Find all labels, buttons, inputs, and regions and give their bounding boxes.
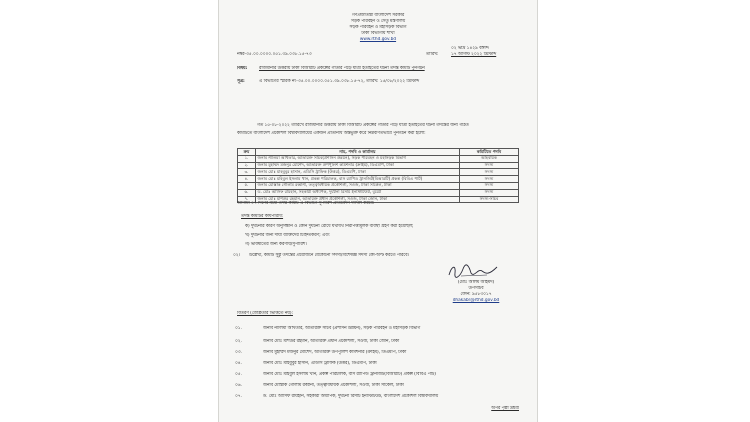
date-english: ১৭ আগস্ট ২০২২ খ্রিস্টাব্দ (451, 52, 497, 57)
signatory-title: উপসচিব (468, 286, 484, 291)
list-item-number: ০৩. (235, 350, 242, 355)
row-serial: ৬. (238, 189, 256, 196)
distribution-title: বিতরণ (জ্যেষ্ঠতার ভিত্তিতে নয়): (237, 311, 293, 316)
deadline-text: আগামী ০৭ দিনের মধ্যে তদন্ত কমিটি এ বিভাগে সুপারিশ প্রতিবেদন দাখিল করবে। (237, 201, 375, 206)
memo-number: নম্বর-৩৫.০০.০০০০.০৫১.৩৯.০৩৮.১৫-৭৩ (237, 52, 312, 57)
tor-item: গ) ভবিষ্যতের জন্য করণীয়/সুপারিশ। (245, 242, 307, 247)
row-role: সদস্য-সচিব (460, 196, 519, 203)
subject-label: বিষয়: (237, 66, 248, 71)
table-header-row (238, 149, 519, 156)
row-serial: ৭. (238, 196, 256, 203)
list-item-number: ০৭. (235, 394, 242, 399)
date-label: তারিখ: (426, 52, 439, 57)
table-row (238, 182, 519, 189)
list-item: জনাব মোঃ মহিবুল ইসলাম খান, প্রকল্প পরিচালক, বাস র‍্যাপিড ট্রানজিট(বিআরটি) প্রকল্প (বিবিএ পার্ট) (263, 372, 436, 377)
reference-label: সূত্র: (237, 79, 245, 84)
list-item: জনাব মোঃ মাহবুবুর হাসান, এডিসি ট্রাফিক (উত্তর), ডিএমপি, ঢাকা (263, 361, 377, 366)
row-role: আহবায়ক (460, 155, 519, 162)
list-item: ড. মোঃ আসিফ রায়হান, সহকারী অধ্যাপক, দুর্ঘটনা রিসার্চ ইনস্টিটিউট, বাংলাদেশ প্রকৌশল বিশ্ববিদ্যালয় (263, 394, 439, 399)
subject-text: রাজধানীর উত্তরায় ঢাকা বিআরটি প্রকল্পের গার্ডার পড়ে যাত্রী হতাহতের ঘটনা তদন্ত কমিটি পুনর্গঠন (259, 66, 425, 71)
continued-note: অপর পৃষ্ঠা দ্রষ্টব্য (491, 406, 519, 411)
document-page (218, 0, 538, 422)
table-row (238, 189, 519, 196)
list-item-number: ০৪. (235, 361, 242, 366)
note-text: উল্লেখ্য, কমিটি সুষ্ঠু তদন্তের প্রয়োজনে যেকোনো সদস্য/বিশেষজ্ঞ সদস্য কো-অপ্ট করতে পারবে। (249, 253, 410, 258)
list-item: জনাব মোঃ মশিউর রহমান, অতিরিক্ত প্রধান প্রকৌশলী, সওজ, ঢাকা জোন, ঢাকা (263, 339, 400, 344)
row-serial: ১. (238, 155, 256, 162)
header-role: কমিটিতে পদবি (460, 149, 519, 156)
signature-image (447, 263, 499, 279)
website-link[interactable]: www.rthd.gov.bd (359, 37, 397, 42)
intro-line-2: কমিটিতে বাংলাদেশ প্রকৌশল বিশ্ববিদ্যালয়ের একজন প্রতিনিধি অন্তর্ভুক্ত করে নিম্নবর্ণিতভাবে পুনর্গঠন করা হলো: (237, 131, 426, 136)
division-name: সড়ক পরিবহন ও মহাসড়ক বিভাগ (349, 25, 407, 30)
tor-item: খ) দুর্ঘটনার জন্য দায়ী ব্যক্তিদের চিহ্নিতকরণ; এবং (245, 233, 330, 238)
intro-line-1: গত ১৫-০৮-২০২২ তারিখে রাজধানীর উত্তরায় ঢাকা বিআরটি প্রকল্পের গার্ডার পড়ে যাত্রী হতাহতের ঘটনা তদন্তের জন্য গঠিত (257, 123, 469, 128)
list-item: জনাব মোস্তাক গোলাম রব্বানী, তত্ত্বাবধায়ক প্রকৌশলী, সওজ, ঢাকা সার্কেল, ঢাকা (263, 383, 404, 388)
ministry-name: সড়ক পরিবহন ও সেতু মন্ত্রণালয় (350, 19, 405, 24)
header-member: নাম, পদবি ও কার্যালয় (256, 149, 460, 156)
reference-text: এ বিভাগের স্মারক নং-৩৫.০০.০০০০.০৫১.৩৯.০৩৮.১৫-৭২, তারিখ: ১৫/০৮/২০২২ খ্রিস্টাব্দ (259, 79, 420, 84)
header-serial: ক্রম (238, 149, 256, 156)
row-serial: ৫. (238, 182, 256, 189)
row-serial: ২. (238, 162, 256, 169)
row-member: জনাব মোঃ মহিবুল ইসলাম খান, প্রকল্প পরিচালক, বাস র‍্যাপিড ট্রানজিট(বিআরটি) প্রকল্প (বিবিএ পার্ট) (256, 176, 460, 183)
table-row (238, 176, 519, 183)
table-row (238, 162, 519, 169)
row-member: জনাব মোঃ মশিউর রহমান, অতিরিক্ত প্রধান প্রকৌশলী, সওজ, ঢাকা জোন, ঢাকা (256, 196, 460, 203)
list-item-number: ০৫. (235, 372, 242, 377)
row-member: জনাব মোস্তাক গোলাম রব্বানী, তত্ত্বাবধায়ক প্রকৌশলী, সওজ, ঢাকা সার্কেল, ঢাকা (256, 182, 460, 189)
note-number: ০২। (233, 253, 241, 258)
list-item: জনাব নীলিমা আখতার, অতিরিক্ত সচিব (প্রশাসন উন্নয়ন), সড়ক পরিবহন ও মহাসড়ক বিভাগ (263, 326, 421, 331)
committee-table (237, 148, 519, 203)
branch-name: ঢাকা বিভাগীয় শাখা (361, 31, 395, 36)
date-bangla: ০২ ভাদ্র ১৪২৯ বঙ্গাব্দ (451, 46, 489, 51)
list-item: জনাব মুহাম্মদ মজনুর মোর্শেদ, অতিরিক্ত উপপুলিশ কমিশনার (ক্রাইম), ডিএমপি, ঢাকা (263, 350, 407, 355)
row-role: সদস্য (460, 189, 519, 196)
signatory-email[interactable]: dhakabr@rthd.gov.bd (452, 298, 500, 303)
row-serial: ৪. (238, 176, 256, 183)
row-member: ড. মোঃ আসিফ রায়হান, সহকারী অধ্যাপক, দুর্ঘটনা রিসার্চ ইনস্টিটিউট, বুয়েট (256, 189, 460, 196)
row-role: সদস্য (460, 162, 519, 169)
row-member: জনাব নীলিমা আখতার, অতিরিক্ত সচিব(প্রশাসন উন্নয়ন), সড়ক পরিবহন ও মহাসড়ক বিভাগ (256, 155, 460, 162)
table-row (238, 155, 519, 162)
list-item-number: ০১. (235, 326, 242, 331)
row-role: সদস্য (460, 176, 519, 183)
row-member: জনাব মুহাম্মদ মজনুর মোর্শেদ, অতিরিক্ত উপপুলিশ কমিশনার (ক্রাইম), ডিএমপি, ঢাকা (256, 162, 460, 169)
signatory-phone: ফোন: ৯৫৮৩০১৭ (460, 292, 492, 297)
row-role: সদস্য (460, 182, 519, 189)
list-item-number: ০২. (235, 339, 242, 344)
row-member: জনাব মোঃ মাহবুবুর হাসান, এডিসি ট্রাফিক (উত্তর), ডিএমপি, ঢাকা (256, 169, 460, 176)
signatory-name: (মোঃ আলম আহমদ) (457, 280, 495, 285)
table-row (238, 169, 519, 176)
row-role: সদস্য (460, 169, 519, 176)
tor-item: ক) দুর্ঘটনার কারণ অনুসন্ধান ও কোন দুর্ঘটনা রোধে যথাযথ নিরাপত্তামূলক ব্যবস্থা গ্রহণ করা হয়েছিল; (245, 224, 414, 229)
tor-title: তদন্ত কমিটির কার্যপরিধি: (241, 214, 284, 219)
row-serial: ৩. (238, 169, 256, 176)
list-item-number: ০৬. (235, 383, 242, 388)
govt-name: গণপ্রজাতন্ত্রী বাংলাদেশ সরকার (351, 13, 405, 18)
